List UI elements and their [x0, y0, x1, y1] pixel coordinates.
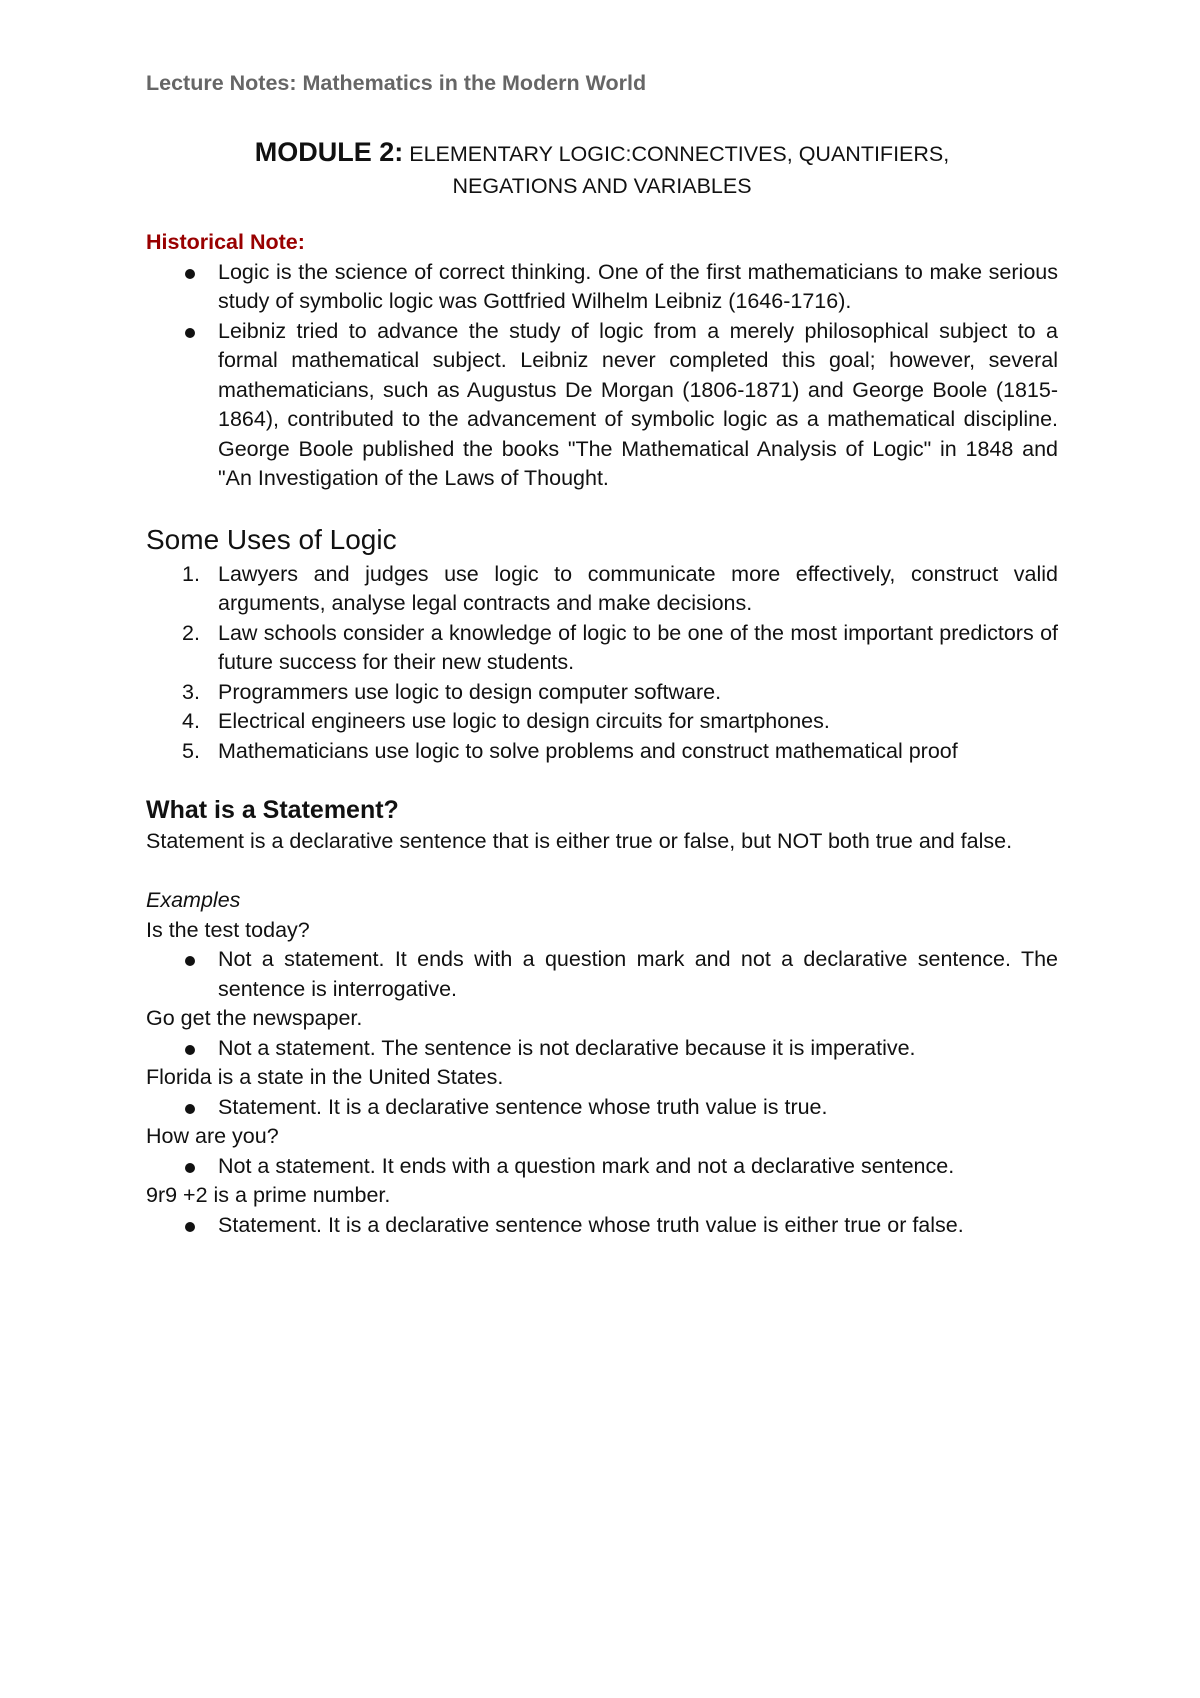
module-title-line1: ELEMENTARY LOGIC:CONNECTIVES, QUANTIFIERS,: [409, 142, 950, 166]
document-body: [146, 228, 1058, 1240]
module-title-line2: NEGATIONS AND VARIABLES: [452, 174, 752, 198]
historical-bullets: [146, 258, 1058, 494]
list-item: Electrical engineers use logic to design circuits for smartphones.: [218, 709, 830, 733]
example-note: Statement. It is a declarative sentence whose truth value is true.: [218, 1093, 1058, 1123]
page-header: Lecture Notes: Mathematics in the Modern World: [146, 71, 647, 95]
example-note: Not a statement. The sentence is not declarative because it is imperative.: [218, 1034, 1058, 1064]
example-sentence: How are you?: [146, 1124, 279, 1148]
example-note: Not a statement. It ends with a question mark and not a declarative sentence.: [218, 1152, 1058, 1182]
historical-note-heading: Historical Note:: [146, 230, 305, 254]
example-note: Not a statement. It ends with a question mark and not a declarative sentence. The sentence is interrogative.: [218, 945, 1058, 1004]
list-item: Law schools consider a knowledge of logic to be one of the most important predictors of future success for their new students.: [218, 620, 1058, 674]
example-sentence: Is the test today?: [146, 917, 310, 942]
examples-label: Examples: [146, 888, 241, 912]
list-item: Lawyers and judges use logic to communicate more effectively, construct valid arguments, analyse legal contracts and make decisions.: [218, 561, 1058, 615]
list-item: Logic is the science of correct thinking. One of the first mathematicians to make serious study of symbolic logic was Gottfried Wilhelm Leibniz (1646-1716).: [218, 258, 1058, 317]
module-number: MODULE 2:: [254, 137, 404, 167]
list-item: Leibniz tried to advance the study of logic from a merely philosophical subject to a formal mathematical subject. Leibniz never completed this goal; however, several mathematicians, such as Augustus De Morgan (1806-1871) and George Boole (1815-1864), contributed to the advancement of symbolic logic as a mathematical discipline. George Boole published the books "The Mathematical Analysis of Logic" in 1848 and "An Investigation of the Laws of Thought.: [218, 317, 1058, 494]
example-sentence: Florida is a state in the United States.: [146, 1065, 504, 1089]
list-item: Programmers use logic to design computer software.: [218, 679, 722, 704]
module-title: [146, 136, 1058, 202]
statement-heading: What is a Statement?: [146, 796, 399, 824]
uses-list: [146, 560, 1058, 767]
example-note: Statement. It is a declarative sentence whose truth value is either true or false.: [218, 1211, 1058, 1241]
uses-heading: Some Uses of Logic: [146, 523, 397, 555]
list-item: Mathematicians use logic to solve problems and construct mathematical proof: [218, 738, 958, 763]
example-sentence: 9r9 +2 is a prime number.: [146, 1183, 391, 1207]
example-sentence: Go get the newspaper.: [146, 1006, 363, 1030]
statement-definition: Statement is a declarative sentence that is either true or false, but NOT both true and false.: [146, 829, 1013, 853]
